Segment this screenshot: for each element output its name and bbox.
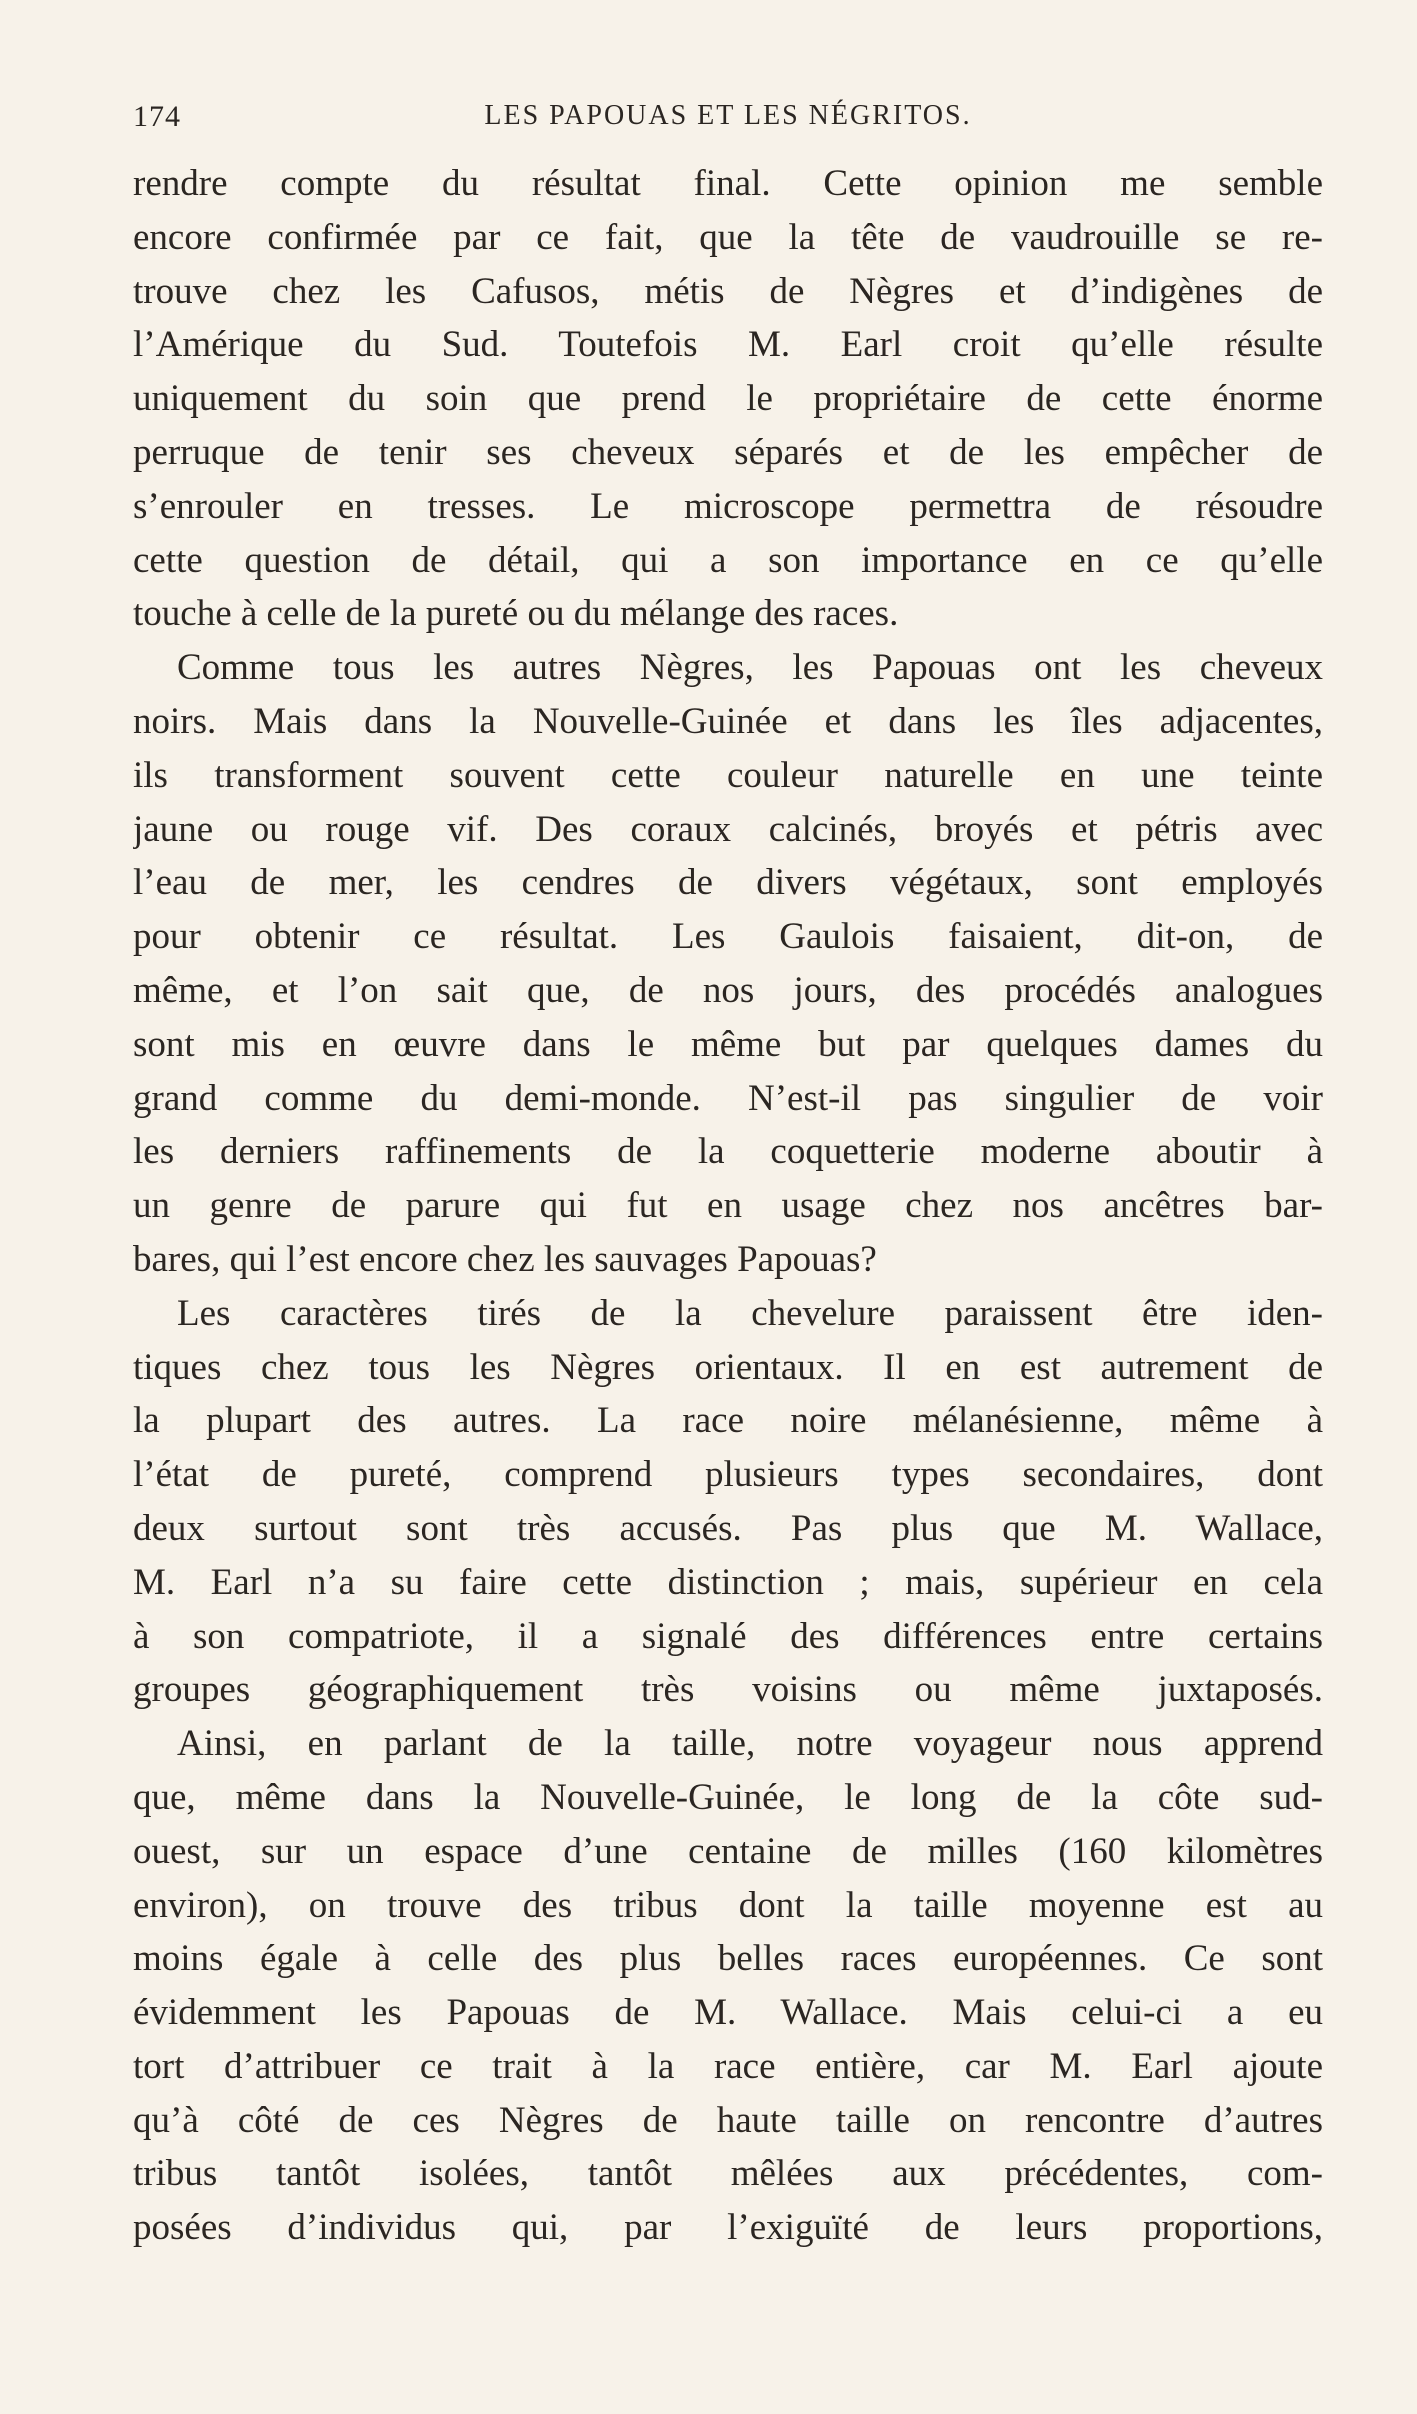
text-line: posées d’individus qui, par l’exiguïté de leurs proportions, bbox=[133, 2207, 1323, 2249]
text-line: l’Amérique du Sud. Toutefois M. Earl croit qu’elle résulte bbox=[133, 324, 1323, 366]
text-line: la plupart des autres. La race noire mélanésienne, même à bbox=[133, 1400, 1323, 1442]
text-line: jaune ou rouge vif. Des coraux calcinés, broyés et pétris avec bbox=[133, 808, 1323, 850]
body-text bbox=[133, 157, 1323, 2255]
text-line: qu’à côté de ces Nègres de haute taille on rencontre d’autres bbox=[133, 2099, 1323, 2141]
text-line: l’eau de mer, les cendres de divers végétaux, sont employés bbox=[133, 862, 1323, 904]
text-line: rendre compte du résultat final. Cette opinion me semble bbox=[133, 163, 1323, 204]
text-line: cette question de détail, qui a son importance en ce qu’elle bbox=[133, 539, 1323, 581]
text-line: groupes géographiquement très voisins ou même juxtaposés. bbox=[133, 1669, 1323, 1711]
text-line: bares, qui l’est encore chez les sauvages Papouas? bbox=[133, 1238, 877, 1280]
text-line: les derniers raffinements de la coquetterie moderne aboutir à bbox=[133, 1131, 1323, 1173]
text-line: même, et l’on sait que, de nos jours, des procédés analogues bbox=[133, 969, 1323, 1011]
text-line: tiques chez tous les Nègres orientaux. Il en est autrement de bbox=[133, 1346, 1323, 1388]
text-line: ils transforment souvent cette couleur naturelle en une teinte bbox=[133, 754, 1323, 796]
text-line: à son compatriote, il a signalé des différences entre certains bbox=[133, 1615, 1323, 1657]
text-line: encore confirmée par ce fait, que la tête de vaudrouille se re- bbox=[133, 216, 1323, 258]
text-line: s’enrouler en tresses. Le microscope permettra de résoudre bbox=[133, 485, 1323, 527]
text-line: pour obtenir ce résultat. Les Gaulois faisaient, dit-on, de bbox=[133, 916, 1323, 958]
text-line: ouest, sur un espace d’une centaine de milles (160 kilomètres bbox=[133, 1830, 1323, 1872]
text-line: un genre de parure qui fut en usage chez nos ancêtres bar- bbox=[133, 1185, 1323, 1227]
text-line: moins égale à celle des plus belles races européennes. Ce sont bbox=[133, 1938, 1323, 1980]
text-line: l’état de pureté, comprend plusieurs types secondaires, dont bbox=[133, 1454, 1323, 1496]
text-line: sont mis en œuvre dans le même but par quelques dames du bbox=[133, 1023, 1323, 1065]
text-line: uniquement du soin que prend le propriétaire de cette énorme bbox=[133, 378, 1323, 420]
text-line: trouve chez les Cafusos, métis de Nègres et d’indigènes de bbox=[133, 270, 1323, 312]
text-line: évidemment les Papouas de M. Wallace. Mais celui-ci a eu bbox=[133, 1992, 1323, 2034]
text-line: noirs. Mais dans la Nouvelle-Guinée et dans les îles adjacentes, bbox=[133, 700, 1323, 742]
text-line: touche à celle de la pureté ou du mélange des races. bbox=[133, 593, 899, 635]
text-line: Les caractères tirés de la chevelure paraissent être iden- bbox=[177, 1292, 1323, 1334]
text-line: que, même dans la Nouvelle-Guinée, le long de la côte sud- bbox=[133, 1776, 1323, 1818]
text-line: M. Earl n’a su faire cette distinction ; mais, supérieur en cela bbox=[133, 1561, 1323, 1603]
page-header bbox=[133, 100, 1323, 140]
text-line: environ), on trouve des tribus dont la taille moyenne est au bbox=[133, 1884, 1323, 1926]
text-line: grand comme du demi-monde. N’est-il pas singulier de voir bbox=[133, 1077, 1323, 1119]
text-line: tort d’attribuer ce trait à la race entière, car M. Earl ajoute bbox=[133, 2045, 1323, 2087]
running-title: LES PAPOUAS ET LES NÉGRITOS. bbox=[484, 100, 972, 131]
text-line: perruque de tenir ses cheveux séparés et de les empêcher de bbox=[133, 431, 1323, 473]
text-line: tribus tantôt isolées, tantôt mêlées aux précédentes, com- bbox=[133, 2153, 1323, 2195]
page-number: 174 bbox=[133, 100, 181, 133]
text-line: Ainsi, en parlant de la taille, notre voyageur nous apprend bbox=[177, 1723, 1323, 1765]
text-line: deux surtout sont très accusés. Pas plus que M. Wallace, bbox=[133, 1507, 1323, 1549]
text-line: Comme tous les autres Nègres, les Papouas ont les cheveux bbox=[177, 647, 1323, 689]
